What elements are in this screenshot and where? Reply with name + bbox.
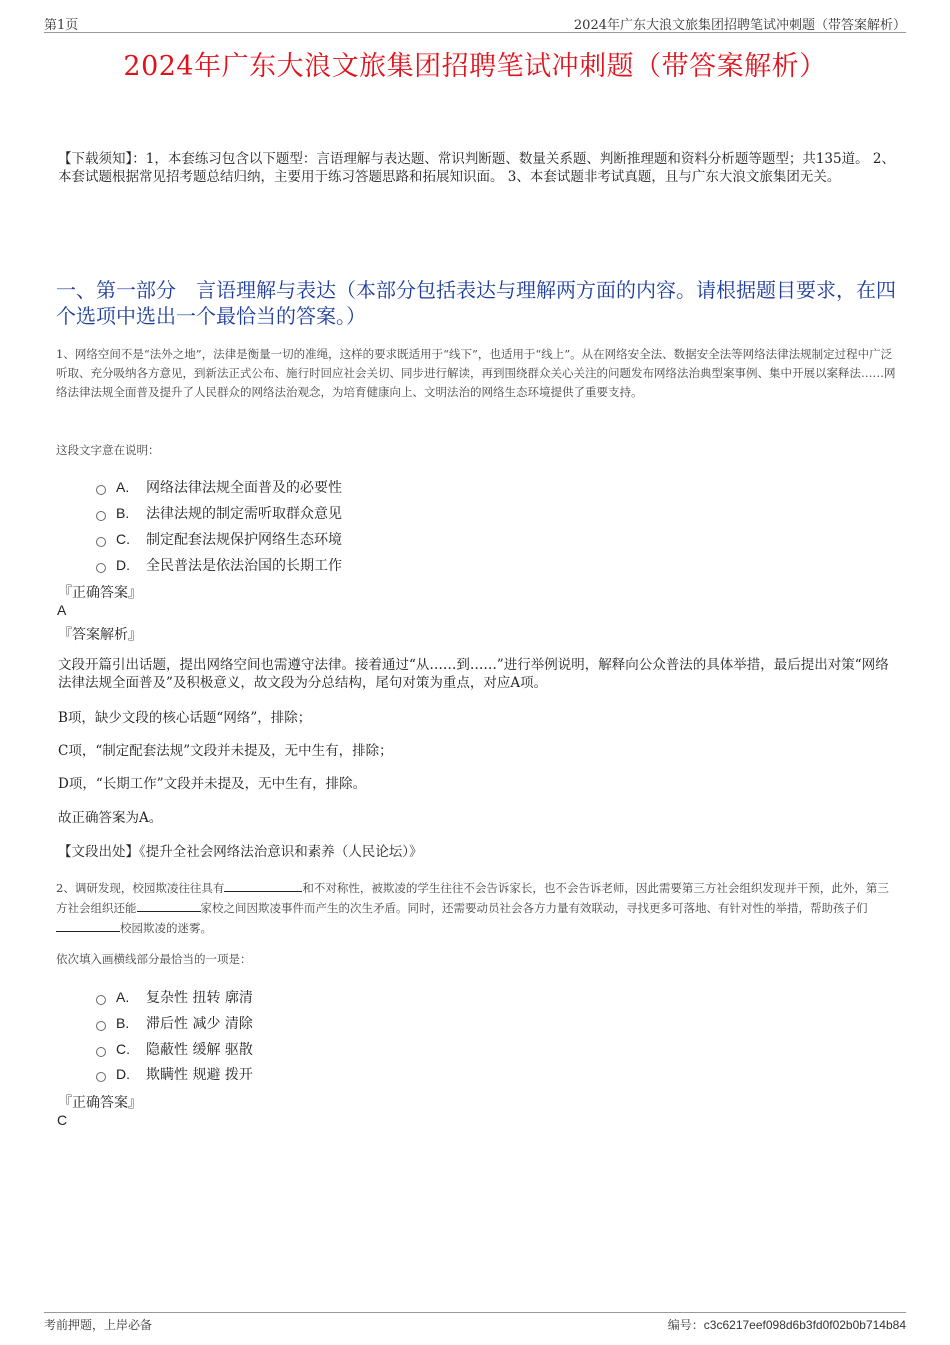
radio-icon[interactable] xyxy=(96,511,106,521)
option-letter: A. xyxy=(116,479,130,495)
fill-blank-3 xyxy=(56,918,120,932)
question-2-text-part: 校园欺凌的迷雾。 xyxy=(120,921,212,935)
question-2-text-part: 家校之间因欺凌事件而产生的次生矛盾。同时，还需要动员社会各方力量有效联动，寻找更多可落地、有针对性的举措，帮助孩子们 xyxy=(200,901,868,915)
footer-divider xyxy=(44,1312,906,1313)
radio-icon[interactable] xyxy=(96,485,106,495)
question-2-option-d[interactable] xyxy=(96,1064,253,1084)
option-text: 法律法规的制定需听取群众意见 xyxy=(146,506,342,522)
option-text: 隐蔽性 缓解 驱散 xyxy=(146,1042,253,1058)
question-1-prompt: 这段文字意在说明： xyxy=(56,443,160,457)
question-1-answer: A xyxy=(57,602,67,618)
radio-icon[interactable] xyxy=(96,1021,106,1031)
question-2-option-c[interactable] xyxy=(96,1039,253,1059)
question-1-option-b[interactable] xyxy=(96,503,342,523)
download-notice: 【下载须知】：1，本套练习包含以下题型：言语理解与表达题、常识判断题、数量关系题、判断推理题和资料分析题等题型；共135道。 2、本套试题根据常见招考题总结归纳，主要用于练习答题思路和拓展知识面。 3、本套试题非考试真题，且与广东大浪文旅集团无关。 xyxy=(58,151,895,185)
option-letter: C. xyxy=(116,531,130,547)
question-1-option-c[interactable] xyxy=(96,529,342,549)
option-text: 滞后性 减少 清除 xyxy=(146,1016,253,1032)
analysis-conclusion: 故正确答案为A。 xyxy=(58,810,163,826)
question-2-text-part: 和不对称性，被欺凌的学生往往不会告诉家长，也不会告诉老师，因此需要第三方社会组织发现并干预，此外，第三方社会组织还能 xyxy=(56,881,889,915)
question-2-option-b[interactable] xyxy=(96,1013,253,1033)
analysis-paragraph: C项，“制定配套法规”文段并未提及，无中生有，排除； xyxy=(58,743,393,759)
footer-code-label: 编号： xyxy=(667,1318,704,1332)
question-2-text-part: 2、调研发现，校园欺凌往往具有 xyxy=(56,881,225,895)
analysis-paragraph: B项，缺少文段的核心话题“网络”，排除； xyxy=(58,710,312,726)
footer-code-value: c3c6217eef098d6b3fd0f02b0b714b84 xyxy=(703,1318,906,1332)
question-1-analysis-label: 『答案解析』 xyxy=(58,627,142,643)
question-2-option-a[interactable] xyxy=(96,987,253,1007)
question-1-option-a[interactable] xyxy=(96,477,342,497)
radio-icon[interactable] xyxy=(96,1047,106,1057)
radio-icon[interactable] xyxy=(96,1072,106,1082)
option-text: 网络法律法规全面普及的必要性 xyxy=(146,480,342,496)
option-letter: A. xyxy=(116,989,130,1005)
option-letter: D. xyxy=(116,557,130,573)
option-letter: C. xyxy=(116,1041,130,1057)
footer-code xyxy=(668,1316,906,1333)
footer-slogan: 考前押题，上岸必备 xyxy=(44,1318,153,1332)
question-1-text: 1、网络空间不是“法外之地”，法律是衡量一切的准绳，这样的要求既适用于“线下”，也适用于“线上”。从在网络安全法、数据安全法等网络法律法规制定过程中广泛听取、充分吸纳各方意见，到新法正式公布、施行时回应社会关切、同步进行解读，再到围绕群众关心关注的问题发布网络法治典型案事例、集中开展以案释法……网络法律法规全面普及提升了人民群众的网络法治观念，为培育健康向上、文明法治的网络生态环境提供了重要支持。 xyxy=(56,347,896,399)
page-title: 2024年广东大浪文旅集团招聘笔试冲刺题（带答案解析） xyxy=(123,51,827,82)
question-2-answer-label: 『正确答案』 xyxy=(58,1095,142,1111)
option-text: 欺瞒性 规避 拨开 xyxy=(146,1067,253,1083)
header-doc-title: 2024年广东大浪文旅集团招聘笔试冲刺题（带答案解析） xyxy=(573,18,906,33)
radio-icon[interactable] xyxy=(96,563,106,573)
analysis-paragraph: D项，“长期工作”文段并未提及，无中生有，排除。 xyxy=(58,776,367,792)
option-letter: B. xyxy=(116,1015,130,1031)
question-2-text xyxy=(56,878,896,938)
section-heading: 一、第一部分 言语理解与表达（本部分包括表达与理解两方面的内容。请根据题目要求，在四个选项中选出一个最恰当的答案。） xyxy=(56,278,896,328)
fill-blank-2 xyxy=(137,898,201,912)
analysis-source: 【文段出处】《提升全社会网络法治意识和素养（人民论坛）》 xyxy=(58,844,423,860)
page-number: 第1页 xyxy=(44,18,79,33)
question-1-option-d[interactable] xyxy=(96,555,342,575)
question-2-prompt: 依次填入画横线部分最恰当的一项是： xyxy=(56,952,252,966)
option-text: 复杂性 扭转 廓清 xyxy=(146,990,253,1006)
fill-blank-1 xyxy=(224,878,302,892)
option-text: 制定配套法规保护网络生态环境 xyxy=(146,532,342,548)
analysis-paragraph: 文段开篇引出话题，提出网络空间也需遵守法律。接着通过“从……到……”进行举例说明，解释向公众普法的具体举措，最后提出对策“网络法律法规全面普及”及积极意义，故文段为分总结构，尾句对策为重点，对应A项。 xyxy=(58,657,889,691)
option-text: 全民普法是依法治国的长期工作 xyxy=(146,558,342,574)
radio-icon[interactable] xyxy=(96,995,106,1005)
option-letter: D. xyxy=(116,1066,130,1082)
header-divider xyxy=(44,32,906,33)
question-2-answer: C xyxy=(57,1112,68,1128)
radio-icon[interactable] xyxy=(96,537,106,547)
question-1-answer-label: 『正确答案』 xyxy=(58,585,142,601)
option-letter: B. xyxy=(116,505,130,521)
